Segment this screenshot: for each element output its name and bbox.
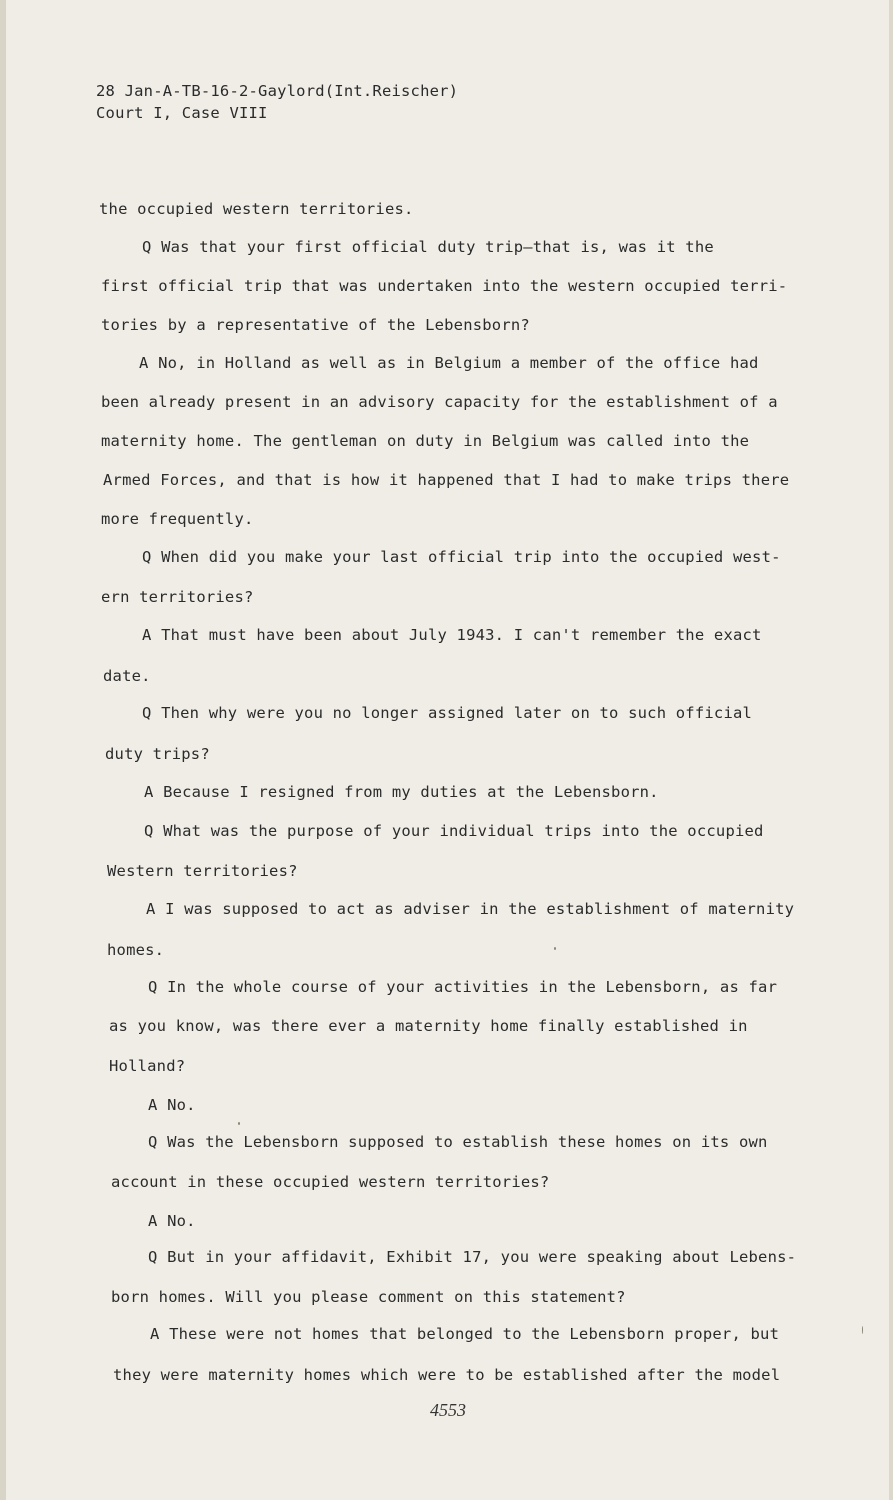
paper-speck — [238, 1122, 240, 1125]
transcript-line: A Because I resigned from my duties at the Lebensborn. — [144, 783, 659, 801]
transcript-line: Q When did you make your last official trip into the occupied west- — [142, 548, 781, 566]
transcript-line: Q Was the Lebensborn supposed to establish these homes on its own — [148, 1133, 768, 1151]
header-reference-line: 28 Jan-A-TB-16-2-Gaylord(Int.Reischer) — [96, 82, 459, 100]
transcript-line: homes. — [107, 941, 165, 959]
transcript-line: A No. — [148, 1212, 196, 1230]
transcript-line: Q Then why were you no longer assigned later on to such official — [142, 704, 753, 722]
transcript-line: A That must have been about July 1943. I can't remember the exact — [142, 626, 762, 644]
transcript-line: first official trip that was undertaken into the western occupied terri- — [101, 277, 788, 295]
paper-speck — [862, 1326, 863, 1334]
header-court-line: Court I, Case VIII — [96, 104, 268, 122]
transcript-line: as you know, was there ever a maternity home finally established in — [109, 1017, 748, 1035]
page-number: 4553 — [430, 1400, 466, 1420]
transcript-line: A These were not homes that belonged to the Lebensborn proper, but — [150, 1325, 780, 1343]
transcript-line: born homes. Will you please comment on this statement? — [111, 1288, 626, 1306]
transcript-line: more frequently. — [101, 510, 254, 528]
transcript-line: maternity home. The gentleman on duty in Belgium was called into the — [101, 432, 750, 450]
transcript-line: Q In the whole course of your activities in the Lebensborn, as far — [148, 978, 778, 996]
transcript-line: Holland? — [109, 1057, 186, 1075]
transcript-line: been already present in an advisory capacity for the establishment of a — [101, 393, 778, 411]
transcript-line: the occupied western territories. — [99, 200, 414, 218]
transcript-body — [6, 0, 893, 1500]
transcript-line: duty trips? — [105, 745, 210, 763]
transcript-line: A I was supposed to act as adviser in the establishment of maternity — [146, 900, 795, 918]
transcript-line: Q But in your affidavit, Exhibit 17, you were speaking about Lebens- — [148, 1248, 797, 1266]
transcript-line: tories by a representative of the Lebensborn? — [101, 316, 530, 334]
transcript-line: date. — [103, 667, 151, 685]
transcript-line: account in these occupied western territories? — [111, 1173, 550, 1191]
transcript-line: they were maternity homes which were to be established after the model — [113, 1366, 781, 1384]
transcript-line: A No, in Holland as well as in Belgium a member of the office had — [139, 354, 759, 372]
transcript-line: Q What was the purpose of your individual trips into the occupied — [144, 822, 764, 840]
transcript-line: ern territories? — [101, 588, 254, 606]
transcript-line: Western territories? — [107, 862, 298, 880]
paper-speck — [554, 947, 556, 950]
transcript-line: Q Was that your first official duty trip—that is, was it the — [142, 238, 714, 256]
transcript-line: Armed Forces, and that is how it happened that I had to make trips there — [103, 471, 790, 489]
transcript-line: A No. — [148, 1096, 196, 1114]
